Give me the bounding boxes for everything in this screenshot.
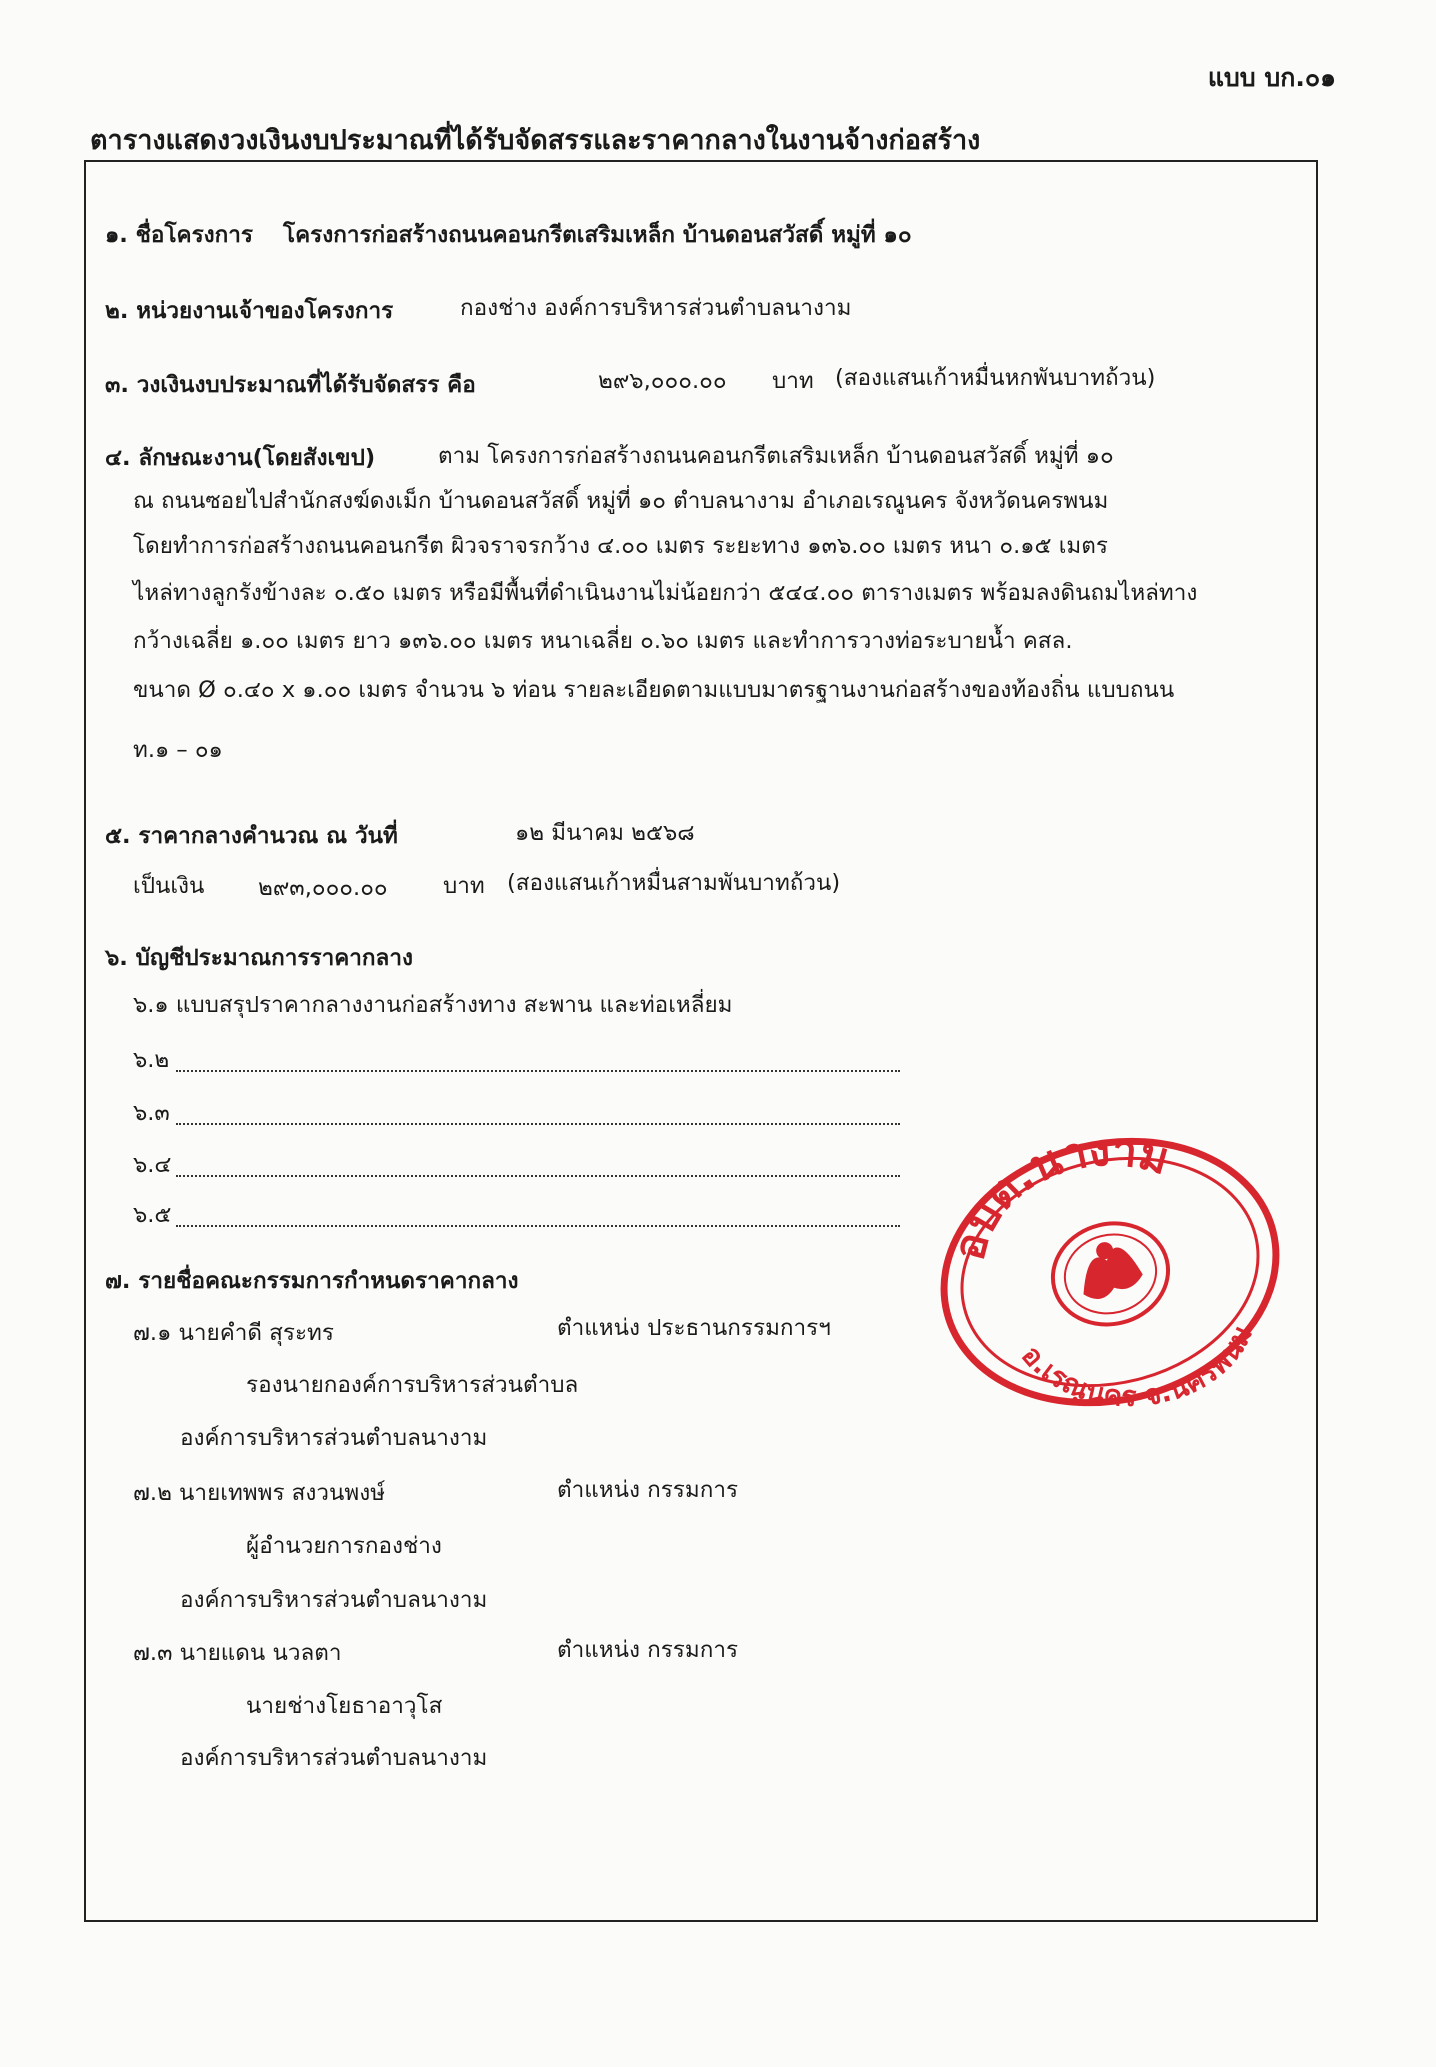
section7-label: ๗. รายชื่อคณะกรรมการกำหนดราคากลาง <box>105 1268 519 1294</box>
section2-value: กองช่าง องค์การบริหารส่วนตำบลนางาม <box>460 295 852 321</box>
member-name: ๗.๒ นายเทพพร สงวนพงษ์ <box>133 1480 386 1506</box>
member-org: องค์การบริหารส่วนตำบลนางาม <box>180 1587 488 1613</box>
section3-label: ๓. วงเงินงบประมาณที่ได้รับจัดสรร คือ <box>105 372 476 398</box>
section6-item1: ๖.๑ แบบสรุปราคากลางงานก่อสร้างทาง สะพาน และท่อเหลี่ยม <box>133 992 733 1018</box>
section5-date: ๑๒ มีนาคม ๒๕๖๘ <box>515 820 695 846</box>
member-position: นายช่างโยธาอาวุโส <box>246 1693 443 1719</box>
section6-label: ๖. บัญชีประมาณการราคากลาง <box>105 945 413 971</box>
section1-value: โครงการก่อสร้างถนนคอนกรีตเสริมเหล็ก บ้านดอนสวัสดิ์ หมู่ที่ ๑๐ <box>283 222 912 248</box>
member-org: องค์การบริหารส่วนตำบลนางาม <box>180 1425 488 1451</box>
stamp-graphic <box>930 1122 1290 1422</box>
section5-amount: ๒๙๓,๐๐๐.๐๐ <box>258 875 388 901</box>
section4-line: ไหล่ทางลูกรังข้างละ ๐.๕๐ เมตร หรือมีพื้นที่ดำเนินงานไม่น้อยกว่า ๕๔๔.๐๐ ตารางเมตร พร้อมลงดินถมไหล่ทาง <box>133 580 1198 606</box>
section3-unit: บาท <box>772 368 814 394</box>
section5-amount-text: (สองแสนเก้าหมื่นสามพันบาทถ้วน) <box>507 870 841 896</box>
section4-line: ณ ถนนซอยไปสำนักสงฆ์ดงเม็ก บ้านดอนสวัสดิ์ หมู่ที่ ๑๐ ตำบลนางาม อำเภอเรณูนคร จังหวัดนครพนม <box>133 488 1109 514</box>
dotted-line <box>176 1225 900 1227</box>
official-stamp <box>930 1122 1290 1422</box>
member-role: ตำแหน่ง กรรมการ <box>557 1477 739 1503</box>
member-position: ผู้อำนวยการกองช่าง <box>246 1533 442 1559</box>
stamp-bottom-text: อ.เรณูนคร จ.นครพนม <box>1015 1320 1259 1413</box>
stamp-top-text: อบต.นางาม <box>943 1124 1175 1266</box>
section6-blank-item: ๖.๒ <box>133 1047 170 1073</box>
section3-amount-text: (สองแสนเก้าหมื่นหกพันบาทถ้วน) <box>835 365 1156 391</box>
section4-line: ตาม โครงการก่อสร้างถนนคอนกรีตเสริมเหล็ก บ้านดอนสวัสดิ์ หมู่ที่ ๑๐ <box>438 443 1114 469</box>
section2-label: ๒. หน่วยงานเจ้าของโครงการ <box>105 298 394 324</box>
section4-line: ท.๑ – ๐๑ <box>133 737 223 763</box>
member-name: ๗.๓ นายแดน นวลตา <box>133 1640 342 1666</box>
section5-amount-label: เป็นเงิน <box>133 873 205 899</box>
member-position: รองนายกองค์การบริหารส่วนตำบล <box>246 1372 579 1398</box>
member-role: ตำแหน่ง กรรมการ <box>557 1637 739 1663</box>
section5-label: ๕. ราคากลางคำนวณ ณ วันที่ <box>105 823 398 849</box>
member-name: ๗.๑ นายคำดี สุระทร <box>133 1320 334 1346</box>
section6-blank-item: ๖.๕ <box>133 1202 172 1228</box>
dotted-line <box>176 1123 900 1125</box>
section5-unit: บาท <box>443 873 485 899</box>
dotted-line <box>176 1070 900 1072</box>
section6-blank-item: ๖.๔ <box>133 1152 172 1178</box>
section4-line: กว้างเฉลี่ย ๑.๐๐ เมตร ยาว ๑๓๖.๐๐ เมตร หนาเฉลี่ย ๐.๖๐ เมตร และทำการวางท่อระบายน้ำ คสล. <box>133 628 1073 654</box>
section4-label: ๔. ลักษณะงาน(โดยสังเขป) <box>105 445 376 471</box>
section3-amount: ๒๙๖,๐๐๐.๐๐ <box>598 368 727 394</box>
section1-label: ๑. ชื่อโครงการ <box>105 222 253 248</box>
member-role: ตำแหน่ง ประธานกรรมการฯ <box>557 1315 831 1341</box>
section4-line: ขนาด Ø ๐.๔๐ x ๑.๐๐ เมตร จำนวน ๖ ท่อน รายละเอียดตามแบบมาตรฐานงานก่อสร้างของท้องถิ่น แบบถนน <box>133 677 1175 703</box>
form-code: แบบ บก.๐๑ <box>1207 63 1336 92</box>
dotted-line <box>176 1175 900 1177</box>
document-title: ตารางแสดงวงเงินงบประมาณที่ได้รับจัดสรรและราคากลางในงานจ้างก่อสร้าง <box>90 125 981 156</box>
section6-blank-item: ๖.๓ <box>133 1100 170 1126</box>
section4-line: โดยทำการก่อสร้างถนนคอนกรีต ผิวจราจรกว้าง ๔.๐๐ เมตร ระยะทาง ๑๓๖.๐๐ เมตร หนา ๐.๑๕ เมตร <box>133 533 1108 559</box>
member-org: องค์การบริหารส่วนตำบลนางาม <box>180 1745 488 1771</box>
